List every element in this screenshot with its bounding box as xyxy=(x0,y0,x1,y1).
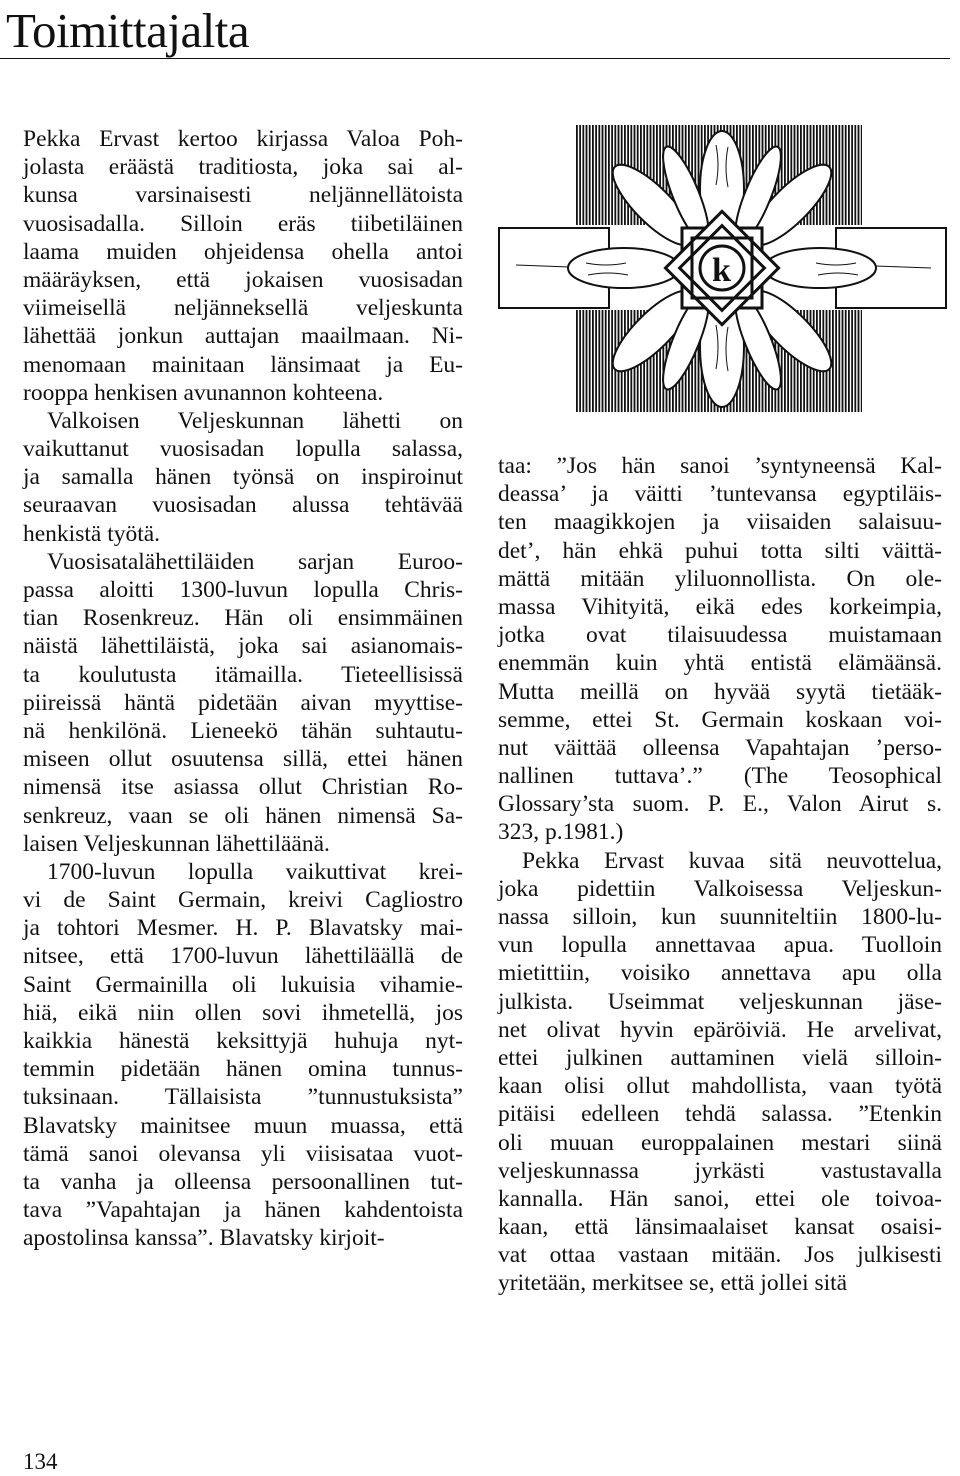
text-line: senkreuz, vaan se oli hänen nimensä Sa- xyxy=(23,802,463,829)
text-line: nut väittää olleensa Vapahtajan ’perso- xyxy=(498,734,942,761)
text-line: viimeisellä neljänneksellä veljeskunta xyxy=(23,295,463,322)
text-line: tämä sanoi olevansa yli viisisataa vuot- xyxy=(23,1140,463,1167)
right-text-column xyxy=(498,452,942,1298)
text-line: taa: ”Jos hän sanoi ’syntyneensä Kal- xyxy=(498,453,942,479)
emblem-illustration xyxy=(496,125,948,415)
text-line: tava ”Vapahtajan ja hänen kahdentoista xyxy=(23,1197,463,1224)
emblem-svg xyxy=(496,125,948,415)
text-line: henkistä työtä. xyxy=(23,520,161,547)
text-line: Saint Germainilla oli lukuisia vihamie- xyxy=(23,971,463,998)
text-line: oli muuan europpalainen mestari siinä xyxy=(498,1129,942,1156)
text-line: Mutta meillä on hyvää syytä tietääk- xyxy=(498,678,942,705)
text-line: määräyksen, että jokaisen vuosisadan xyxy=(23,266,463,293)
title-rule xyxy=(0,58,950,59)
text-line: nassa silloin, kun suunniteltiin 1800-lu- xyxy=(498,904,942,930)
text-line: 1700-luvun lopulla vaikuttivat krei- xyxy=(47,858,463,885)
text-line: lähettää jonkun auttajan maailmaan. Ni- xyxy=(23,323,463,350)
text-line: menomaan mainitaan länsimaat ja Eu- xyxy=(23,351,463,378)
text-line: kaikkia hänestä keksittyjä huhuja nyt- xyxy=(23,1028,463,1054)
text-line: vat ottaa vastaan mitään. Jos julkisesti xyxy=(498,1242,942,1269)
text-line: kunsa varsinaisesti neljännellätoista xyxy=(23,182,463,209)
text-line: ja samalla hänen työnsä on inspiroinut xyxy=(23,464,463,491)
text-line: jolasta eräästä traditiosta, joka sai al- xyxy=(23,154,463,181)
text-line: Pekka Ervast kuvaa sitä neuvottelua, xyxy=(522,847,942,874)
text-line: nallinen tuttava’.” (The Teosophical xyxy=(498,763,942,790)
text-line: tian Rosenkreuz. Hän oli ensimmäinen xyxy=(23,605,463,632)
text-line: temmin pidetään hänen omina tunnus- xyxy=(23,1056,463,1083)
text-line: kannalla. Hän sanoi, ettei ole toivoa- xyxy=(498,1185,942,1212)
text-line: enemmän kuin yhtä entistä elämäänsä. xyxy=(498,650,942,677)
text-line: 323, p.1981.) xyxy=(498,819,624,846)
text-line: näistä lähettiläistä, joka sai asianomais- xyxy=(23,633,463,660)
page-number: 134 xyxy=(23,1449,58,1474)
text-line: laisen Veljeskunnan lähettiläänä. xyxy=(23,830,330,857)
text-line: det’, hän ehkä puhui totta silti väittä- xyxy=(498,537,942,564)
text-line: Vuosisatalähettiläiden sarjan Euroo- xyxy=(47,548,463,575)
text-line: semme, ettei St. Germain koskaan voi- xyxy=(498,706,942,733)
text-line: piireissä häntä pidetään aivan myyttise- xyxy=(23,689,463,716)
text-line: passa aloitti 1300-luvun lopulla Chris- xyxy=(23,577,463,603)
text-line: nimensä itse asiassa ollut Christian Ro- xyxy=(23,774,463,801)
text-line: miseen ollut osuutensa sillä, ettei hänen xyxy=(23,746,463,773)
text-line: mietittiin, voisiko annettava apu olla xyxy=(498,960,942,987)
text-line: julkista. Useimmat veljeskunnan jäse- xyxy=(498,988,942,1015)
text-line: tuksinaan. Tällaisista ”tunnustuksista” xyxy=(23,1084,463,1111)
text-line: net olivat hyvin epäröiviä. He arvelivat, xyxy=(498,1016,942,1043)
text-line: massa Vihityitä, eikä edes korkeimpia, xyxy=(498,593,942,620)
text-line: yritetään, merkitsee se, että jollei sitä xyxy=(498,1270,848,1297)
text-line: ten maagikkojen ja viisaiden salaisuu- xyxy=(498,509,942,536)
page-title: Toimittajalta xyxy=(6,3,250,58)
text-line: apostolinsa kanssa”. Blavatsky kirjoit- xyxy=(23,1225,385,1252)
text-line: ta koulutusta itämailla. Tieteellisissä xyxy=(23,661,463,688)
text-line: kaan olisi ollut mahdollista, vaan työtä xyxy=(498,1073,942,1100)
text-line: nä henkilönä. Lieneekö tähän suhtautu- xyxy=(23,717,463,744)
text-line: Blavatsky mainitsee muun muassa, että xyxy=(23,1112,463,1139)
text-line: vun lopulla annettavaa apua. Tuolloin xyxy=(498,932,942,959)
text-line: laama muiden ohjeidensa ohella antoi xyxy=(23,238,463,265)
text-line: kaan, että länsimaalaiset kansat osaisi- xyxy=(498,1214,942,1241)
text-line: vuosisadalla. Silloin eräs tiibetiläinen xyxy=(23,210,463,237)
text-line: Pekka Ervast kertoo kirjassa Valoa Poh- xyxy=(23,126,463,152)
text-line: mättä mitään yliluonnollista. On ole- xyxy=(498,565,942,592)
text-line: nitsee, että 1700-luvun lähettiläällä de xyxy=(23,943,463,970)
emblem-letter: k xyxy=(712,252,731,289)
text-line: Glossary’sta suom. P. E., Valon Airut s. xyxy=(498,791,942,818)
text-line: ja tohtori Mesmer. H. P. Blavatsky mai- xyxy=(23,915,463,942)
text-line: deassa’ ja väitti ’tuntevansa egyptiläis- xyxy=(498,481,942,508)
text-line: ettei julkinen auttaminen vielä silloin- xyxy=(498,1044,942,1071)
text-line: joka pidettiin Valkoisessa Veljeskun- xyxy=(498,875,942,902)
text-line: vaikuttanut vuosisadan lopulla salassa, xyxy=(23,436,463,463)
text-line: rooppa henkisen avunannon kohteena. xyxy=(23,379,384,406)
text-line: veljeskunnassa jyrkästi vastustavalla xyxy=(498,1157,942,1184)
text-line: seuraavan vuosisadan alussa tehtävää xyxy=(23,492,463,519)
text-line: ta vanha ja olleensa persoonallinen tut- xyxy=(23,1168,463,1195)
text-line: hiä, eikä niin ollen sovi ihmetellä, jos xyxy=(23,999,463,1026)
text-line: Valkoisen Veljeskunnan lähetti on xyxy=(47,407,463,434)
text-line: jotka ovat tilaisuudessa muistamaan xyxy=(498,622,942,649)
left-text-column xyxy=(23,125,463,1253)
text-line: pitäisi edelleen tehdä salassa. ”Etenkin xyxy=(498,1101,942,1128)
text-line: vi de Saint Germain, kreivi Cagliostro xyxy=(23,887,463,914)
page-header xyxy=(0,0,960,70)
